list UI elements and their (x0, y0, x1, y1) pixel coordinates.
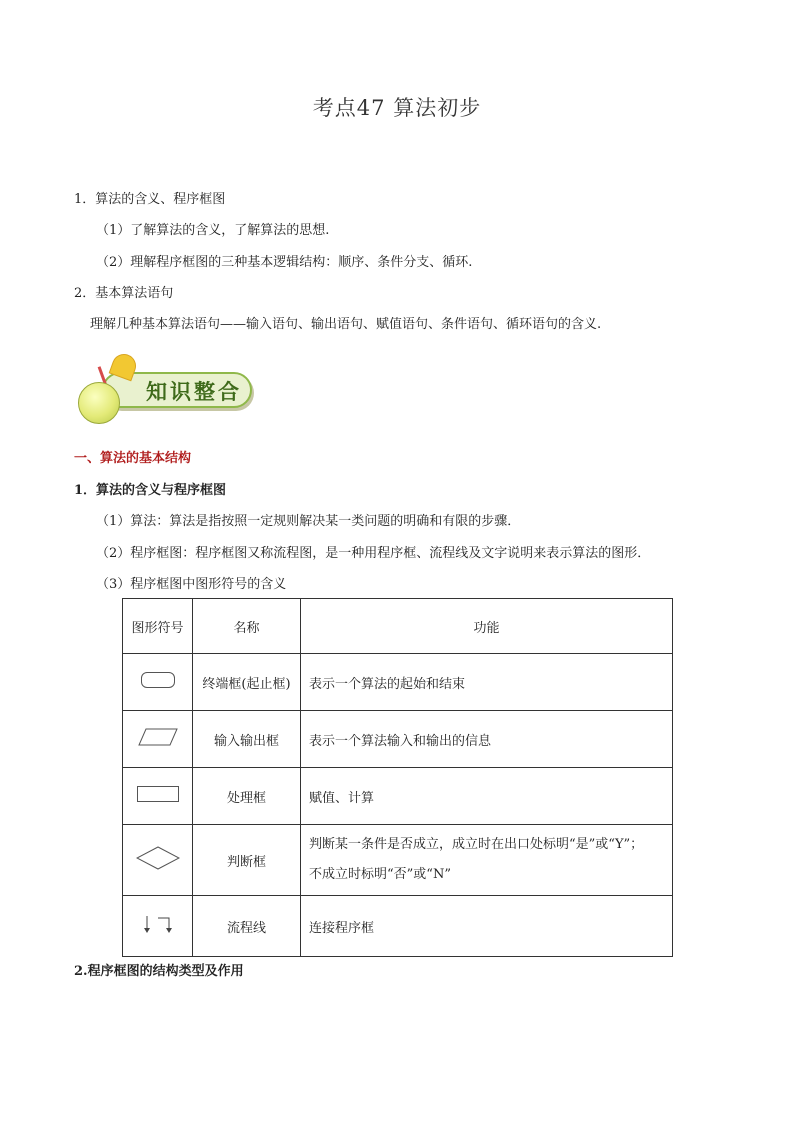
row-name: 终端框(起止框) (193, 654, 301, 711)
header-name: 名称 (193, 599, 301, 654)
row-function: 表示一个算法的起始和结束 (301, 654, 673, 711)
syllabus-item-1-sub-1: （1）了解算法的含义，了解算法的思想. (96, 223, 330, 238)
knowledge-banner (72, 352, 262, 424)
table-row (123, 711, 673, 768)
symbol-table (122, 598, 673, 957)
row-function: 连接程序框 (301, 896, 673, 957)
table-header-row (123, 599, 673, 654)
row-name: 输入输出框 (193, 711, 301, 768)
header-function: 功能 (301, 599, 673, 654)
paragraph-symbols: （3）程序框图中图形符号的含义 (96, 577, 287, 592)
paragraph-algorithm: （1）算法：算法是指按照一定规则解决某一类问题的明确和有限的步骤． (96, 514, 521, 529)
table-row (123, 654, 673, 711)
parallelogram-icon (123, 711, 193, 768)
syllabus-item-1-sub-2: （2）理解程序框图的三种基本逻辑结构：顺序、条件分支、循环. (96, 255, 473, 270)
row-function (301, 825, 673, 896)
row-name: 处理框 (193, 768, 301, 825)
row-name: 流程线 (193, 896, 301, 957)
subsection-heading-1: 1．算法的含义与程序框图 (74, 483, 227, 498)
row-function-line-2: 不成立时标明“否”或“N” (309, 867, 451, 882)
header-symbol: 图形符号 (123, 599, 193, 654)
table-row (123, 768, 673, 825)
paragraph-flowchart: （2）程序框图：程序框图又称流程图，是一种用程序框、流程线及文字说明来表示算法的图形． (96, 546, 651, 561)
row-function: 表示一个算法输入和输出的信息 (301, 711, 673, 768)
syllabus-item-1: 1．算法的含义、程序框图 (74, 192, 226, 207)
table-row (123, 896, 673, 957)
syllabus-item-2: 2．基本算法语句 (74, 286, 174, 301)
row-function: 赋值、计算 (301, 768, 673, 825)
rectangle-icon (123, 768, 193, 825)
syllabus-item-2-text: 理解几种基本算法语句——输入语句、输出语句、赋值语句、条件语句、循环语句的含义. (90, 317, 602, 332)
page-title: 考点47 算法初步 (312, 96, 482, 120)
subsection-heading-2: 2.程序框图的结构类型及作用 (74, 964, 244, 979)
row-function-line-1: 判断某一条件是否成立，成立时在出口处标明“是”或“Y”； (309, 837, 644, 852)
diamond-icon (123, 825, 193, 896)
banner-label: 知识整合 (102, 372, 252, 408)
terminal-icon (123, 654, 193, 711)
row-name: 判断框 (193, 825, 301, 896)
table-row (123, 825, 673, 896)
section-heading: 一、算法的基本结构 (74, 451, 192, 466)
coconut-icon (78, 382, 120, 424)
flowline-icon (123, 896, 193, 957)
